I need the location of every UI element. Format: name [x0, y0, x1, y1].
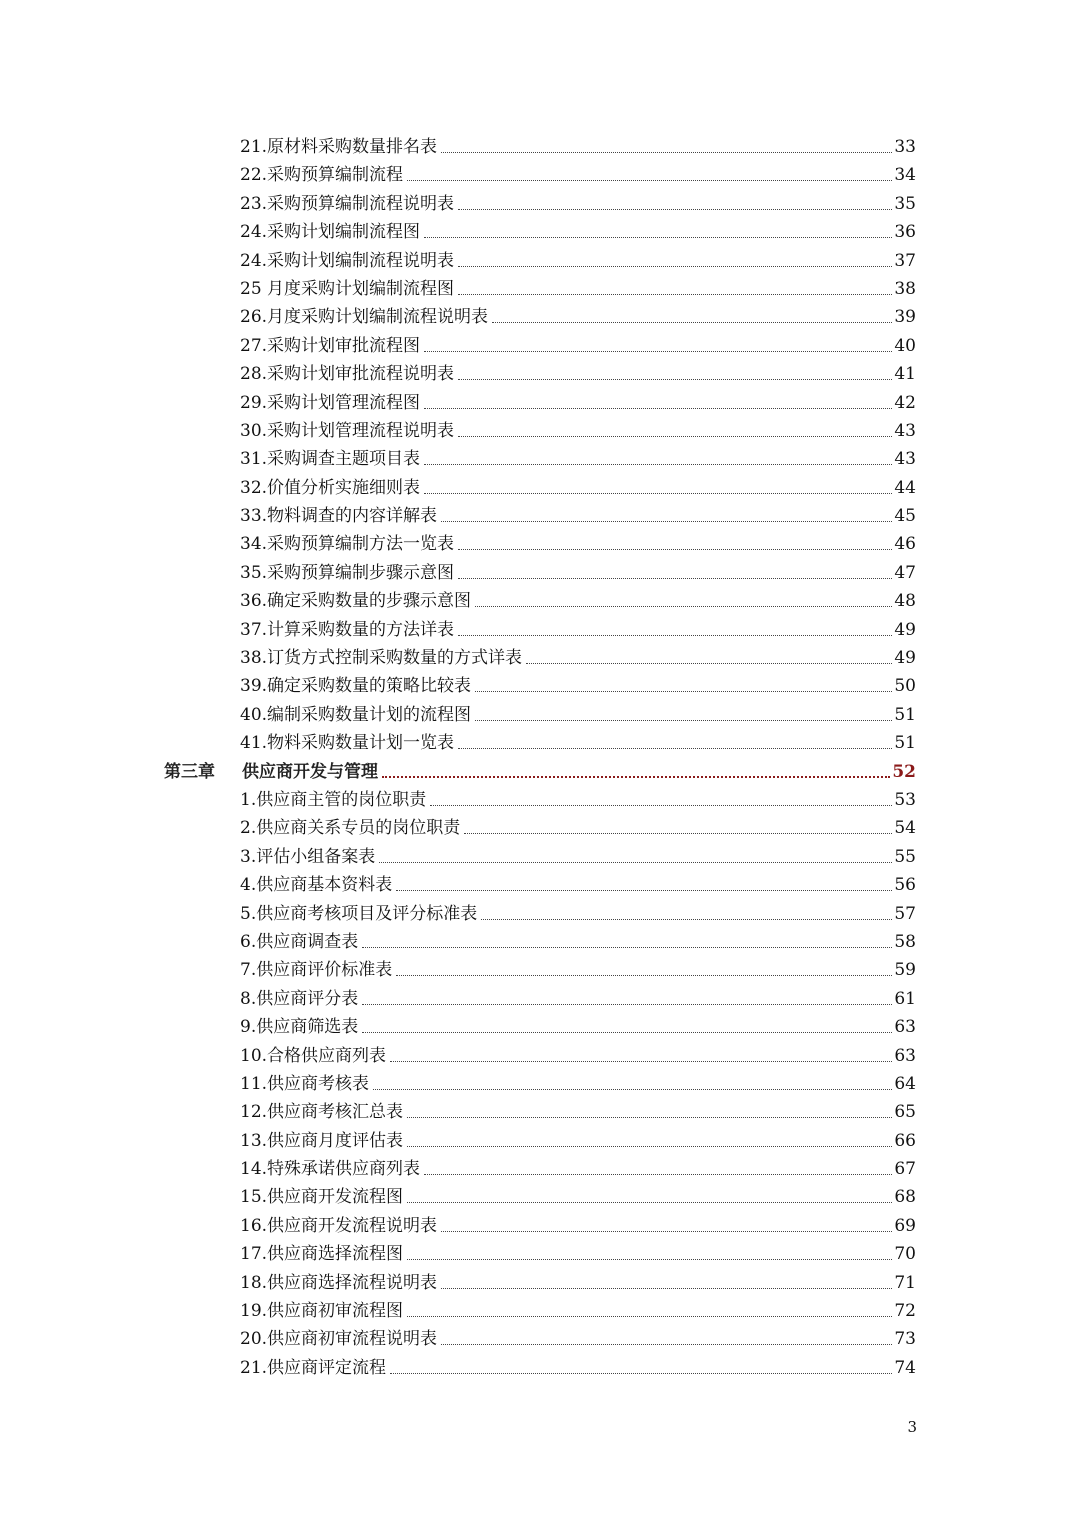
toc-entry-line — [240, 357, 916, 385]
toc-entry-line — [240, 726, 916, 754]
dot-leader — [373, 1088, 892, 1090]
dot-leader — [407, 1201, 892, 1203]
toc-entry[interactable] — [0, 158, 1080, 186]
toc-entry-title: 38.订货方式控制采购数量的方式详表 — [240, 648, 523, 669]
toc-page-number: 54 — [894, 818, 916, 839]
toc-entry-line — [240, 1067, 916, 1095]
dot-leader — [424, 492, 892, 494]
toc-entry-line — [240, 925, 916, 953]
toc-page-number: 43 — [894, 449, 916, 470]
toc-entry[interactable] — [0, 982, 1080, 1010]
toc-entry-line — [240, 1152, 916, 1180]
toc-entry-title: 40.编制采购数量计划的流程图 — [240, 704, 472, 725]
toc-entry[interactable] — [0, 1010, 1080, 1038]
dot-leader — [424, 236, 892, 238]
toc-page-number: 58 — [894, 931, 916, 952]
toc-entry[interactable] — [0, 499, 1080, 527]
toc-entry-title: 36.确定采购数量的步骤示意图 — [240, 591, 472, 612]
toc-page-number: 64 — [894, 1073, 916, 1094]
dot-leader — [390, 1060, 892, 1062]
toc-page-number: 49 — [894, 619, 916, 640]
toc-page-number: 44 — [894, 477, 916, 498]
toc-entry[interactable] — [0, 130, 1080, 158]
toc-entry[interactable] — [0, 840, 1080, 868]
toc-page-number: 57 — [894, 903, 916, 924]
toc-entry-line — [240, 1209, 916, 1237]
dot-leader — [424, 350, 892, 352]
toc-entry[interactable] — [0, 1322, 1080, 1350]
table-of-contents — [0, 130, 1080, 1379]
toc-page-number: 55 — [894, 846, 916, 867]
toc-entry-title: 30.采购计划管理流程说明表 — [240, 420, 455, 441]
toc-page-number: 33 — [894, 137, 916, 157]
toc-page-number: 63 — [894, 1045, 916, 1066]
toc-entry[interactable] — [0, 300, 1080, 328]
toc-entry-title: 8.供应商评分表 — [240, 988, 359, 1009]
dot-leader — [458, 378, 892, 380]
toc-page-number: 68 — [894, 1187, 916, 1208]
toc-entry-title: 23.采购预算编制流程说明表 — [240, 193, 455, 214]
dot-leader — [424, 463, 892, 465]
toc-page-number: 51 — [894, 704, 916, 725]
dot-leader — [424, 407, 892, 409]
toc-entry-title: 16.供应商开发流程说明表 — [240, 1215, 438, 1236]
toc-entry-title: 19.供应商初审流程图 — [240, 1301, 404, 1322]
toc-entry[interactable] — [0, 783, 1080, 811]
toc-entry[interactable] — [0, 1152, 1080, 1180]
toc-entry[interactable] — [0, 1351, 1080, 1379]
toc-page-number: 59 — [894, 960, 916, 981]
toc-entry[interactable] — [0, 357, 1080, 385]
toc-entry-line — [240, 1095, 916, 1123]
toc-entry[interactable] — [0, 527, 1080, 555]
toc-page-number: 43 — [894, 420, 916, 441]
toc-entry-title: 21.供应商评定流程 — [240, 1357, 387, 1378]
dot-leader — [441, 151, 892, 153]
toc-entry-line — [240, 499, 916, 527]
toc-page-number: 37 — [894, 250, 916, 271]
chapter-label: 第三章 — [164, 761, 215, 782]
toc-page-number: 45 — [894, 506, 916, 527]
dot-leader — [390, 1372, 892, 1374]
toc-entry[interactable] — [0, 953, 1080, 981]
toc-entry[interactable] — [0, 613, 1080, 641]
toc-entry-title: 21.原材料采购数量排名表 — [240, 137, 438, 157]
dot-leader — [441, 1230, 892, 1232]
toc-entry-line — [240, 584, 916, 612]
toc-page-number: 63 — [894, 1017, 916, 1038]
toc-entry-line — [240, 471, 916, 499]
toc-entry-title: 20.供应商初审流程说明表 — [240, 1329, 438, 1350]
toc-entry-line — [240, 244, 916, 272]
toc-page-number: 48 — [894, 591, 916, 612]
toc-entry[interactable] — [0, 811, 1080, 839]
toc-page-number: 51 — [894, 733, 916, 754]
toc-page-number: 69 — [894, 1215, 916, 1236]
toc-page-number: 65 — [894, 1102, 916, 1123]
toc-entry-line — [240, 1010, 916, 1038]
dot-leader — [362, 1003, 892, 1005]
toc-entry-line — [240, 1180, 916, 1208]
dot-leader — [441, 1343, 892, 1345]
toc-entry[interactable] — [0, 1209, 1080, 1237]
toc-entry-title: 32.价值分析实施细则表 — [240, 477, 421, 498]
toc-entry-title: 24.采购计划编制流程说明表 — [240, 250, 455, 271]
toc-entry-title: 27.采购计划审批流程图 — [240, 335, 421, 356]
toc-page-number: 66 — [894, 1130, 916, 1151]
dot-leader — [458, 435, 892, 437]
dot-leader — [430, 804, 892, 806]
toc-entry[interactable] — [0, 1095, 1080, 1123]
dot-leader — [407, 179, 892, 181]
toc-page-number: 42 — [894, 392, 916, 413]
toc-page-number: 38 — [894, 278, 916, 299]
toc-page-number: 72 — [894, 1301, 916, 1322]
toc-entry[interactable] — [0, 386, 1080, 414]
toc-entry-line — [240, 300, 916, 328]
toc-entry[interactable] — [0, 1067, 1080, 1095]
toc-page-number: 35 — [894, 193, 916, 214]
toc-entry-line — [240, 1351, 916, 1379]
dot-leader — [362, 946, 892, 948]
toc-entry-line — [240, 329, 916, 357]
toc-page-number: 56 — [894, 875, 916, 896]
toc-entry-line — [240, 783, 916, 811]
toc-entry-title: 11.供应商考核表 — [240, 1073, 370, 1094]
toc-entry-line — [240, 215, 916, 243]
page-number: 3 — [907, 1418, 917, 1436]
toc-entry[interactable] — [0, 925, 1080, 953]
dot-leader — [475, 690, 892, 692]
toc-entry-title: 33.物料调查的内容详解表 — [240, 506, 438, 527]
toc-entry-title: 14.特殊承诺供应商列表 — [240, 1159, 421, 1180]
dot-leader — [407, 1315, 892, 1317]
toc-entry[interactable] — [0, 1039, 1080, 1067]
toc-page-number: 41 — [894, 364, 916, 385]
toc-page-number: 39 — [894, 307, 916, 328]
chapter-title: 供应商开发与管理 — [242, 761, 378, 782]
toc-entry-line — [240, 1294, 916, 1322]
toc-entry[interactable] — [0, 726, 1080, 754]
toc-entry-title: 22.采购预算编制流程 — [240, 165, 404, 186]
toc-entry-line — [240, 897, 916, 925]
toc-entry[interactable] — [0, 1237, 1080, 1265]
dot-leader — [458, 747, 892, 749]
toc-chapter-heading[interactable] — [0, 755, 1080, 783]
toc-entry[interactable] — [0, 1124, 1080, 1152]
dot-leader — [481, 918, 892, 920]
dot-leader — [407, 1145, 892, 1147]
toc-entry-line — [240, 641, 916, 669]
toc-entry[interactable] — [0, 669, 1080, 697]
toc-page-number: 47 — [894, 562, 916, 583]
toc-entry[interactable] — [0, 244, 1080, 272]
toc-entry-title: 15.供应商开发流程图 — [240, 1187, 404, 1208]
toc-entry-line — [240, 272, 916, 300]
dot-leader — [458, 634, 892, 636]
toc-page-number: 71 — [894, 1272, 916, 1293]
toc-entry[interactable] — [0, 584, 1080, 612]
toc-page-number: 61 — [894, 988, 916, 1009]
dot-leader — [526, 662, 892, 664]
toc-entry-title: 9.供应商筛选表 — [240, 1017, 359, 1038]
toc-entry[interactable] — [0, 471, 1080, 499]
toc-page-number: 40 — [894, 335, 916, 356]
dot-leader — [475, 719, 892, 721]
toc-entry[interactable] — [0, 329, 1080, 357]
toc-page-number: 49 — [894, 648, 916, 669]
toc-entry-title: 28.采购计划审批流程说明表 — [240, 364, 455, 385]
toc-entry-title: 35.采购预算编制步骤示意图 — [240, 562, 455, 583]
dot-leader — [362, 1031, 892, 1033]
toc-entry-line — [240, 953, 916, 981]
toc-entry-title: 17.供应商选择流程图 — [240, 1244, 404, 1265]
toc-entry-title: 13.供应商月度评估表 — [240, 1130, 404, 1151]
toc-page-number: 52 — [892, 761, 916, 782]
toc-entry-line — [240, 442, 916, 470]
toc-entry[interactable] — [0, 272, 1080, 300]
toc-entry[interactable] — [0, 868, 1080, 896]
toc-entry-title: 39.确定采购数量的策略比较表 — [240, 676, 472, 697]
toc-entry-line — [240, 613, 916, 641]
toc-entry-line — [240, 811, 916, 839]
toc-entry-line — [240, 1237, 916, 1265]
toc-entry[interactable] — [0, 215, 1080, 243]
toc-entry-line — [240, 1124, 916, 1152]
toc-entry-title: 37.计算采购数量的方法详表 — [240, 619, 455, 640]
dot-leader — [396, 974, 892, 976]
toc-entry[interactable] — [0, 556, 1080, 584]
dot-leader — [382, 775, 890, 778]
dot-leader — [441, 1287, 892, 1289]
toc-entry-line — [240, 698, 916, 726]
dot-leader — [475, 605, 892, 607]
toc-entry[interactable] — [0, 187, 1080, 215]
toc-entry-line — [240, 840, 916, 868]
toc-entry[interactable] — [0, 897, 1080, 925]
toc-page-number: 50 — [894, 676, 916, 697]
toc-entry-line — [240, 130, 916, 158]
toc-entry-title: 7.供应商评价标准表 — [240, 960, 393, 981]
toc-entry-line — [240, 1322, 916, 1350]
dot-leader — [464, 832, 892, 834]
toc-entry[interactable] — [0, 1266, 1080, 1294]
dot-leader — [458, 293, 892, 295]
toc-entry-title: 6.供应商调查表 — [240, 931, 359, 952]
toc-entry-title: 5.供应商考核项目及评分标准表 — [240, 903, 478, 924]
toc-entry-title: 3.评估小组备案表 — [240, 846, 376, 867]
dot-leader — [458, 208, 892, 210]
toc-entry-line — [240, 669, 916, 697]
toc-page-number: 53 — [894, 789, 916, 810]
dot-leader — [379, 861, 892, 863]
dot-leader — [407, 1258, 892, 1260]
toc-page-number: 67 — [894, 1159, 916, 1180]
dot-leader — [458, 265, 892, 267]
toc-entry-line — [240, 527, 916, 555]
toc-page-number: 74 — [894, 1357, 916, 1378]
toc-entry-title: 18.供应商选择流程说明表 — [240, 1272, 438, 1293]
toc-entry-line — [240, 982, 916, 1010]
toc-entry-title: 25 月度采购计划编制流程图 — [240, 278, 455, 299]
toc-entry-line — [240, 1039, 916, 1067]
dot-leader — [396, 889, 892, 891]
toc-page-number: 36 — [894, 222, 916, 243]
dot-leader — [458, 577, 892, 579]
toc-entry[interactable] — [0, 1180, 1080, 1208]
toc-entry-line — [240, 187, 916, 215]
toc-entry-title: 41.物料采购数量计划一览表 — [240, 733, 455, 754]
toc-entry[interactable] — [0, 414, 1080, 442]
toc-entry-line — [240, 158, 916, 186]
toc-entry-title: 4.供应商基本资料表 — [240, 875, 393, 896]
toc-entry-line — [240, 386, 916, 414]
toc-page-number: 46 — [894, 534, 916, 555]
toc-page-number: 34 — [894, 165, 916, 186]
toc-entry-line — [240, 1266, 916, 1294]
toc-entry-title: 1.供应商主管的岗位职责 — [240, 789, 427, 810]
toc-entry-title: 10.合格供应商列表 — [240, 1045, 387, 1066]
dot-leader — [407, 1116, 892, 1118]
toc-entry-title: 12.供应商考核汇总表 — [240, 1102, 404, 1123]
toc-entry-title: 2.供应商关系专员的岗位职责 — [240, 818, 461, 839]
dot-leader — [492, 321, 892, 323]
toc-entry-title — [164, 761, 380, 783]
toc-entry-line — [240, 414, 916, 442]
toc-entry-title: 34.采购预算编制方法一览表 — [240, 534, 455, 555]
toc-entry[interactable] — [0, 641, 1080, 669]
toc-entry-line — [164, 755, 916, 783]
toc-entry-line — [240, 556, 916, 584]
toc-entry-line — [240, 868, 916, 896]
dot-leader — [424, 1173, 892, 1175]
toc-entry-title: 24.采购计划编制流程图 — [240, 222, 421, 243]
toc-entry[interactable] — [0, 442, 1080, 470]
dot-leader — [458, 548, 892, 550]
toc-entry-title: 29.采购计划管理流程图 — [240, 392, 421, 413]
toc-entry-title: 31.采购调查主题项目表 — [240, 449, 421, 470]
toc-entry[interactable] — [0, 1294, 1080, 1322]
dot-leader — [441, 520, 892, 522]
toc-page-number: 70 — [894, 1244, 916, 1265]
toc-page-number: 73 — [894, 1329, 916, 1350]
toc-entry-title: 26.月度采购计划编制流程说明表 — [240, 307, 489, 328]
toc-entry[interactable] — [0, 698, 1080, 726]
